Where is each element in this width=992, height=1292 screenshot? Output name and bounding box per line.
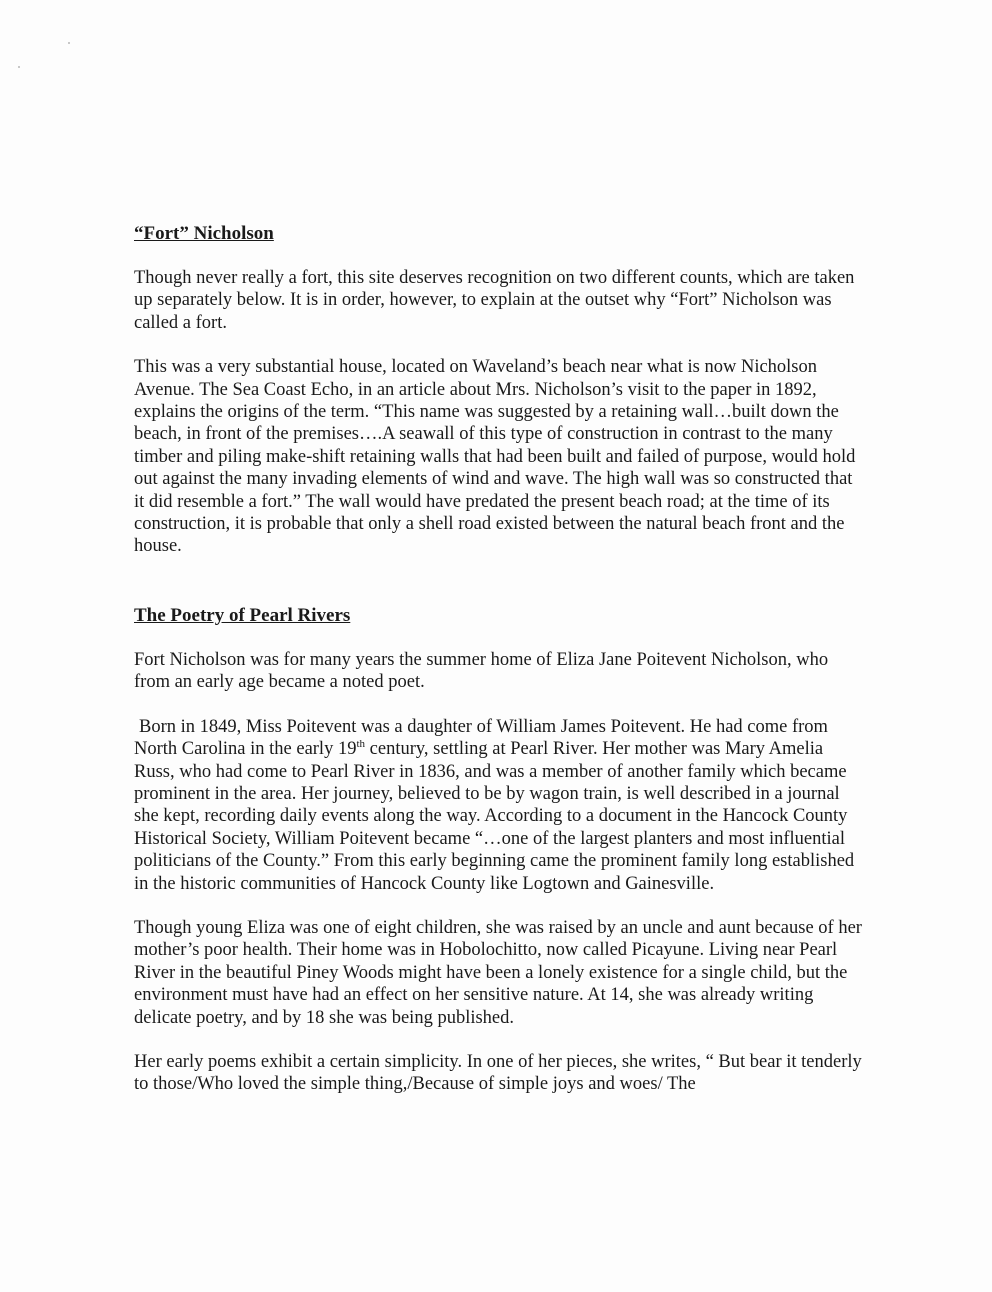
paragraph: Though young Eliza was one of eight children, she was raised by an uncle and aunt because of her mother’s poor health. Their home was in Hobolochitto, now called Picayune. Living near Pearl River in the beautiful Piney Woods might have been a lonely existence for a single child, but the environment must have had an effect on her sensitive nature. At 14, she was already writing delicate poetry, and by 18 she was being published. [134, 917, 862, 1028]
document-body [134, 222, 864, 1096]
section-heading-poetry-of-pearl-rivers: The Poetry of Pearl Rivers [134, 604, 351, 626]
paragraph-text: Born in 1849, Miss Poitevent was a daughter of William James Poitevent. He had come from North Carolina in the early 19 [134, 716, 828, 760]
scan-speck [68, 42, 70, 44]
paragraph: Though never really a fort, this site deserves recognition on two different counts, which are taken up separately below. It is in order, however, to explain at the outset why “Fort” Nicholson was called a fort. [134, 268, 855, 333]
section-heading-fort-nicholson: “Fort” Nicholson [134, 223, 274, 244]
paragraph: Her early poems exhibit a certain simplicity. In one of her pieces, she writes, “ But bear it tenderly to those/Who loved the simple thing,/Because of simple joys and woes/ The [134, 1051, 862, 1095]
paragraph: This was a very substantial house, located on Waveland’s beach near what is now Nicholson Avenue. The Sea Coast Echo, in an article about Mrs. Nicholson’s visit to the paper in 1892, explains the origins of the term. “This name was suggested by a retaining wall…built down the beach, in front of the premises….A seawall of this type of construction in contrast to the many timber and piling make-shift retaining walls that had been built and failed of purpose, would hold out against the many invading elements of wind and wave. The high wall was so constructed that it did resemble a fort.” The wall would have predated the present beach road; at the time of its construction, it is probable that only a shell road existed between the natural beach front and the house. [134, 357, 856, 557]
paragraph [134, 716, 864, 895]
paragraph-text: century, settling at Pearl River. Her mother was Mary Amelia Russ, who had come to Pearl River in 1836, and was a member of another family which became prominent in the area. Her journey, believed to be by wagon train, is well described in a journal she kept, recording daily events along the way. According to a document in the Hancock County Historical Society, William Poitevent became “…one of the largest planters and most influential politicians of the County.” From this early beginning came the prominent family long established in the historic communities of Hancock County like Logtown and Gainesville. [134, 739, 855, 894]
scan-speck [18, 66, 20, 68]
paragraph: Fort Nicholson was for many years the summer home of Eliza Jane Poitevent Nicholson, who from an early age became a noted poet. [134, 649, 829, 693]
ordinal-superscript: th [356, 737, 366, 750]
